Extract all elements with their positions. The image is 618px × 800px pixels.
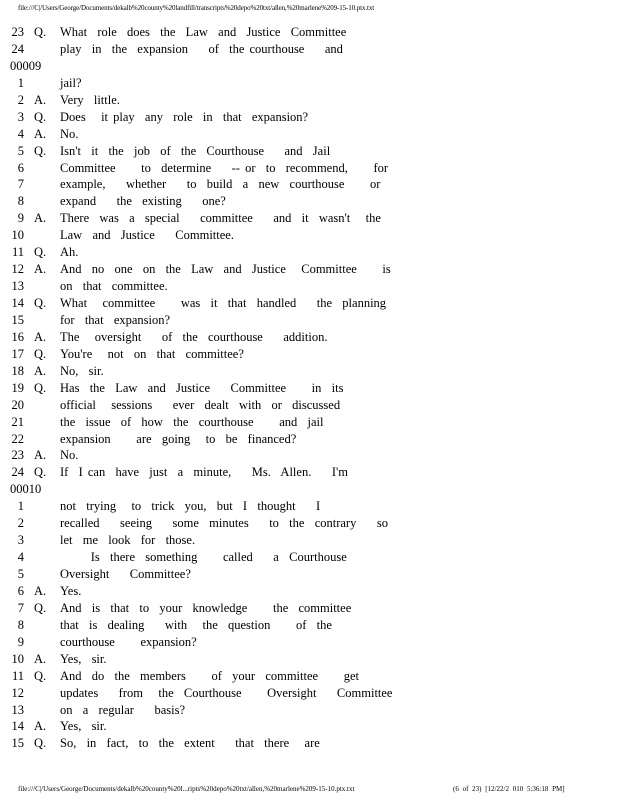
- line-number: 1: [17, 499, 24, 514]
- line-number: 18: [11, 363, 24, 378]
- line-number: 21: [11, 414, 24, 429]
- speaker-label: Q.: [34, 296, 47, 310]
- transcript-line: [10, 329, 610, 346]
- line-text: Committee to determine -- or to recommend, for: [60, 160, 389, 175]
- line-text: the issue of how the courthouse and jail: [60, 414, 324, 429]
- line-text: Yes, sir.: [60, 651, 107, 666]
- line-number: 24: [11, 41, 24, 56]
- transcript-body: [10, 24, 610, 752]
- speaker-label: A.: [34, 262, 47, 277]
- transcript-line: [10, 668, 610, 685]
- line-text: And is that to your knowledge the committee: [60, 600, 352, 615]
- line-text: So, in fact, to the extent that there are: [60, 736, 320, 751]
- transcript-line: [10, 634, 610, 651]
- line-text: Does it play any role in that expansion?: [60, 109, 309, 124]
- transcript-line: [10, 363, 610, 380]
- line-number: 2: [17, 516, 24, 531]
- line-text: recalled seeing some minutes to the contrary so: [60, 516, 388, 531]
- speaker-label: A.: [34, 363, 47, 378]
- transcript-line: [10, 24, 610, 41]
- line-number: 19: [11, 380, 24, 395]
- line-number: 23: [11, 25, 24, 39]
- line-number: 6: [17, 160, 24, 175]
- line-number: 11: [11, 668, 24, 683]
- line-text: Law and Justice Committee.: [60, 228, 234, 243]
- transcript-line: [10, 380, 610, 397]
- transcript-line: [10, 210, 610, 227]
- speaker-label: Q.: [34, 465, 47, 480]
- transcript-line: [10, 227, 610, 244]
- line-text: jail?: [60, 75, 82, 90]
- page-number-marker: 00010: [10, 482, 42, 497]
- line-number: 12: [11, 262, 24, 277]
- line-text: You're not on that committee?: [60, 346, 244, 361]
- line-number: 10: [11, 228, 24, 243]
- line-number: 13: [11, 702, 24, 717]
- line-text: Isn't it the job of the Courthouse and Jail: [60, 143, 331, 158]
- line-number: 7: [17, 600, 24, 615]
- transcript-line: [10, 549, 610, 566]
- line-text: No.: [60, 126, 79, 141]
- transcript-line: [10, 397, 610, 414]
- line-text: And no one on the Law and Justice Committee is: [60, 262, 391, 277]
- line-number: 15: [11, 736, 24, 751]
- transcript-line: [10, 75, 610, 92]
- line-text: for that expansion?: [60, 312, 171, 327]
- transcript-line: [10, 126, 610, 143]
- speaker-label: Q.: [34, 668, 47, 683]
- line-text: expansion are going to be financed?: [60, 431, 297, 446]
- line-text: on a regular basis?: [60, 702, 185, 717]
- transcript-line: [10, 685, 610, 702]
- line-number: 12: [11, 685, 24, 700]
- line-number: 23: [11, 448, 24, 463]
- transcript-line: [10, 532, 610, 549]
- transcript-line: [10, 41, 610, 58]
- transcript-line: [10, 193, 610, 210]
- line-number: 22: [11, 431, 24, 446]
- speaker-label: A.: [34, 329, 47, 344]
- speaker-label: Q.: [34, 346, 47, 361]
- line-text: updates from the Courthouse Oversight Committee: [60, 685, 393, 700]
- line-text: not trying to trick you, but I thought I: [60, 499, 321, 514]
- speaker-label: Q.: [34, 109, 47, 124]
- line-number: 8: [17, 194, 24, 209]
- line-text: Very little.: [60, 92, 120, 107]
- line-number: 15: [11, 312, 24, 327]
- transcript-line: [10, 515, 610, 532]
- transcript-line: [10, 702, 610, 719]
- speaker-label: A.: [34, 448, 47, 463]
- line-text: There was a special committee and it wasn't the: [60, 211, 381, 226]
- speaker-label: Q.: [34, 600, 47, 615]
- line-text: expand the existing one?: [60, 194, 226, 209]
- line-number: 14: [11, 296, 24, 310]
- line-text: Yes, sir.: [60, 719, 107, 734]
- line-text: What committee was it that handled the planning: [60, 296, 387, 310]
- line-number: 9: [17, 634, 24, 649]
- speaker-label: A.: [34, 126, 47, 141]
- transcript-line: [10, 718, 610, 735]
- line-number: 14: [11, 719, 24, 734]
- line-number: 20: [11, 397, 24, 412]
- transcript-line: [10, 92, 610, 109]
- line-number: 10: [11, 651, 24, 666]
- line-text: No, sir.: [60, 363, 104, 378]
- line-text: What role does the Law and Justice Committee: [60, 25, 347, 39]
- transcript-line: [10, 464, 610, 481]
- line-text: The oversight of the courthouse addition.: [60, 329, 328, 344]
- transcript-line: [10, 244, 610, 261]
- speaker-label: A.: [34, 583, 47, 598]
- speaker-label: Q.: [34, 380, 47, 395]
- line-number: 6: [17, 583, 24, 598]
- line-number: 3: [17, 109, 24, 124]
- line-text: And do the members of your committee get: [60, 668, 359, 683]
- transcript-line: [10, 414, 610, 431]
- transcript-line: [10, 651, 610, 668]
- page-number-marker: 00009: [10, 58, 42, 73]
- speaker-label: Q.: [34, 245, 47, 260]
- line-text: No.: [60, 448, 79, 463]
- transcript-line: [10, 431, 610, 448]
- line-number: 16: [11, 329, 24, 344]
- transcript-line: [10, 583, 610, 600]
- transcript-line: [10, 312, 610, 329]
- transcript-line: [10, 447, 610, 464]
- line-text: courthouse expansion?: [60, 634, 197, 649]
- line-number: 9: [17, 211, 24, 226]
- transcript-line: [10, 160, 610, 177]
- line-number: 4: [17, 550, 24, 565]
- transcript-line: [10, 176, 610, 193]
- line-text: on that committee.: [60, 279, 168, 294]
- line-number: 7: [17, 177, 24, 192]
- footer-page-info: (6 of 23) [12/22/2 010 5:36:18 PM]: [453, 785, 565, 793]
- footer-file-path: file:///C|/Users/George/Documents/dekalb%20county%20l...ripts%20depo%20txt/allen,%20marlene%209-15-10.ptx.txt: [18, 785, 355, 793]
- transcript-line: [10, 295, 610, 312]
- line-text: Yes.: [60, 583, 82, 598]
- transcript-line: [10, 735, 610, 752]
- header-file-path: file:///C|/Users/George/Documents/dekalb%20county%20landfill/transcripts%20depo%20txt/allen,%20marlene%209-15-10.ptx.txt: [18, 4, 375, 12]
- line-text: that is dealing with the question of the: [60, 617, 332, 632]
- speaker-label: Q.: [34, 736, 47, 751]
- transcript-line: [10, 346, 610, 363]
- line-text: Oversight Committee?: [60, 567, 191, 581]
- line-text: official sessions ever dealt with or discussed: [60, 397, 341, 412]
- speaker-label: A.: [34, 719, 47, 734]
- transcript-line: [10, 261, 610, 278]
- line-number: 13: [11, 279, 24, 294]
- speaker-label: Q.: [34, 143, 47, 158]
- line-number: 1: [17, 75, 24, 90]
- transcript-line: [10, 498, 610, 515]
- speaker-label: Q.: [34, 25, 47, 39]
- line-number: 17: [11, 346, 24, 361]
- line-text: If I can have just a minute, Ms. Allen. I'm: [60, 465, 348, 480]
- line-number: 2: [17, 92, 24, 107]
- line-text: example, whether to build a new courthouse or: [60, 177, 381, 192]
- line-number: 5: [17, 567, 24, 581]
- line-text: let me look for those.: [60, 533, 196, 548]
- transcript-line: [10, 143, 610, 160]
- transcript-line: [10, 617, 610, 634]
- line-text: Has the Law and Justice Committee in its: [60, 380, 344, 395]
- speaker-label: A.: [34, 211, 47, 226]
- speaker-label: A.: [34, 651, 47, 666]
- transcript-line: [10, 109, 610, 126]
- line-number: 8: [17, 617, 24, 632]
- speaker-label: A.: [34, 92, 47, 107]
- line-number: 3: [17, 533, 24, 548]
- transcript-line: [10, 278, 610, 295]
- line-text: play in the expansion of the courthouse and: [60, 41, 343, 56]
- line-number: 24: [11, 465, 24, 480]
- transcript-line: [10, 600, 610, 617]
- line-text: Is there something called a Courthouse: [60, 550, 347, 565]
- line-number: 11: [11, 245, 24, 260]
- transcript-line: [10, 566, 610, 583]
- line-number: 4: [17, 126, 24, 141]
- line-text: Ah.: [60, 245, 79, 260]
- line-number: 5: [17, 143, 24, 158]
